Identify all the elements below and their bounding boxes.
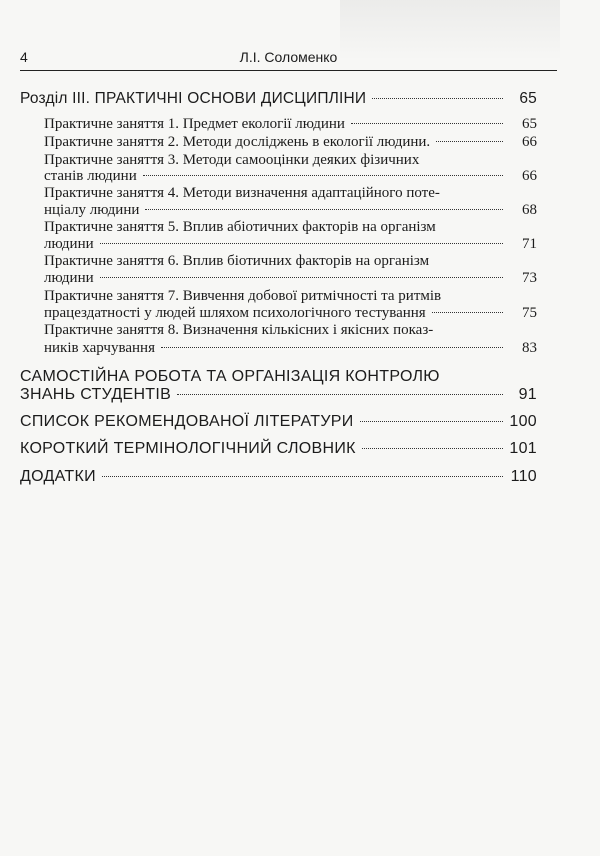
toc-entry-literature[interactable] (20, 413, 537, 431)
toc-entry-practical-3[interactable] (44, 168, 537, 185)
toc-entry-practical-4-line1 (44, 185, 511, 202)
toc-entry-title-cont: станів людини (44, 168, 137, 184)
toc-entry-practical-1[interactable] (44, 116, 537, 133)
toc-entry-practical-6[interactable] (44, 270, 537, 287)
toc-entry-page: 83 (522, 340, 537, 356)
toc-entry-title: Практичне заняття 8. Визначення кількісних і якісних показ- (44, 322, 434, 338)
toc-entry-title: Практичне заняття 2. Методи досліджень в екології людини. (44, 134, 431, 150)
toc-entry-title: Практичне заняття 6. Вплив біотичних факторів на організм (44, 253, 430, 269)
dot-leader (362, 448, 503, 449)
toc-entry-practical-8[interactable] (44, 340, 537, 357)
page-number: 4 (20, 49, 28, 65)
toc-entry-page: 101 (509, 440, 537, 457)
toc-entry-title: Практичне заняття 3. Методи самооцінки деяких фізичних (44, 152, 420, 168)
toc-entry-practical-5[interactable] (44, 236, 537, 253)
toc-entry-title-cont: ників харчування (44, 340, 155, 356)
toc-entry-title: Практичне заняття 7. Вивчення добової ритмічності та ритмів (44, 288, 442, 304)
toc-entry-practical-6-line1 (44, 253, 511, 270)
header-author: Л.І. Соломенко (239, 49, 338, 65)
toc-entry-independent-work-line1 (20, 368, 440, 386)
toc-entry-page: 110 (510, 468, 537, 485)
toc-entry-page: 71 (522, 236, 537, 252)
dot-leader (351, 123, 503, 124)
toc-entry-title: Розділ ІІІ. ПРАКТИЧНІ ОСНОВИ ДИСЦИПЛІНИ (20, 90, 367, 107)
toc-entry-page: 65 (522, 116, 537, 132)
toc-entry-title: Практичне заняття 1. Предмет екології людини (44, 116, 345, 132)
toc-entry-practical-3-line1 (44, 152, 511, 169)
toc-entry-practical-2[interactable] (44, 134, 537, 151)
toc-entry-title-cont: нціалу людини (44, 202, 140, 218)
dot-leader (177, 394, 503, 395)
toc-entry-appendices[interactable] (20, 468, 537, 486)
dot-leader (161, 347, 503, 348)
toc-entry-page: 100 (509, 413, 537, 430)
toc-entry-practical-8-line1 (44, 322, 511, 339)
toc-entry-title: ДОДАТКИ (20, 468, 96, 485)
toc-entry-page: 73 (522, 270, 537, 286)
toc-entry-practical-7-line1 (44, 288, 511, 305)
dot-leader (145, 209, 503, 210)
toc-entry-page: 66 (522, 168, 537, 184)
toc-entry-page: 75 (522, 305, 537, 321)
toc-entry-practical-4[interactable] (44, 202, 537, 219)
toc-entry-page: 91 (518, 386, 537, 403)
toc-entry-page: 68 (522, 202, 537, 218)
toc-entry-title: Практичне заняття 5. Вплив абіотичних факторів на організм (44, 219, 436, 235)
toc-entry-title: СПИСОК РЕКОМЕНДОВАНОЇ ЛІТЕРАТУРИ (20, 413, 354, 430)
dot-leader (432, 312, 503, 313)
dot-leader (143, 175, 503, 176)
dot-leader (360, 421, 503, 422)
toc-entry-title-cont: людини (44, 236, 94, 252)
toc-entry-practical-7[interactable] (44, 305, 537, 322)
toc-entry-page: 65 (519, 90, 537, 107)
dot-leader (102, 476, 503, 477)
toc-entry-title-cont: працездатності у людей шляхом психологічного тестування (44, 305, 426, 321)
running-header (20, 48, 557, 71)
toc-entry-page: 66 (522, 134, 537, 150)
toc-entry-section-3[interactable] (20, 90, 537, 108)
toc-entry-title: КОРОТКИЙ ТЕРМІНОЛОГІЧНИЙ СЛОВНИК (20, 440, 356, 457)
dot-leader (100, 277, 503, 278)
toc-entry-title: Практичне заняття 4. Методи визначення адаптаційного поте- (44, 185, 440, 201)
dot-leader (100, 243, 503, 244)
dot-leader (372, 98, 503, 99)
toc-entry-practical-5-line1 (44, 219, 511, 236)
toc-entry-independent-work[interactable] (20, 386, 537, 404)
toc-entry-title-cont: людини (44, 270, 94, 286)
toc-entry-title: САМОСТІЙНА РОБОТА ТА ОРГАНІЗАЦІЯ КОНТРОЛЮ (20, 368, 440, 385)
dot-leader (436, 141, 503, 142)
toc-entry-title-cont: ЗНАНЬ СТУДЕНТІВ (20, 386, 172, 403)
toc-entry-glossary[interactable] (20, 440, 537, 458)
